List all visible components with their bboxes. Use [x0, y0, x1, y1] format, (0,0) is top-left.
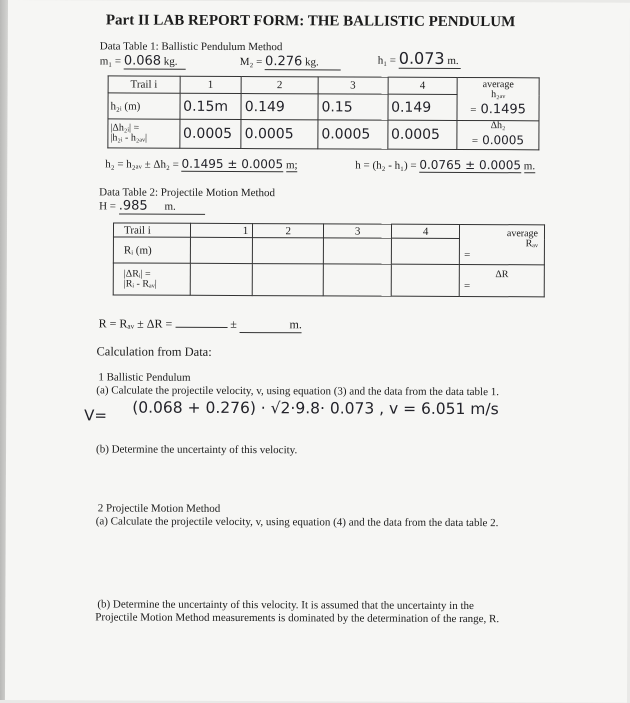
table1-h2-3: 0.15: [318, 94, 388, 120]
table2-avg-R-label: Rₐᵥ: [525, 237, 538, 249]
h-formula: h = (h₂ - h₁) =: [355, 159, 417, 172]
table1-h2-label: h₂ᵢ (m): [108, 93, 180, 119]
table2-avg-R-cell: [460, 224, 545, 264]
h2-result-line: [105, 156, 297, 172]
table2-avg-dR-label: ΔR: [495, 268, 509, 280]
m2-unit: kg.: [305, 56, 319, 69]
table1-trial-3: 3: [318, 77, 388, 94]
table2-dR-label: [113, 263, 190, 295]
table2-trial-4: 4: [392, 224, 460, 238]
m1-value: 0.068: [123, 53, 162, 69]
table2-dR-label-a: |ΔRᵢ| =: [123, 268, 151, 280]
H-label: H =: [99, 200, 117, 213]
m2-value: 0.276: [265, 54, 303, 70]
section1-title: 1 Ballistic Pendulum: [98, 371, 191, 384]
lab-report-sheet: [5, 0, 630, 703]
h2-result: 0.1495 ± 0.0005: [181, 156, 284, 172]
table1-dh2-1: 0.0005: [180, 119, 242, 148]
table2-R-2[interactable]: [253, 238, 324, 264]
table1-dh2-label: [108, 119, 180, 148]
table2-R-1[interactable]: [190, 237, 253, 263]
table2-trial-2: 2: [253, 224, 324, 238]
table1-avg-equals: =: [470, 104, 477, 117]
h2-result-unit: m;: [285, 159, 298, 172]
R-formula: R = Rₐᵥ ± ΔR =: [98, 316, 173, 331]
table2-avg-R-equals: =: [464, 248, 471, 261]
h1-field: [378, 49, 461, 69]
page-title: Part II LAB REPORT FORM: THE BALLISTIC PENDULUM: [105, 12, 516, 31]
table1-avg-dh2-cell: [457, 120, 539, 149]
m2-field: [240, 54, 341, 70]
table1-trial-2: 2: [241, 77, 318, 94]
table1-avg-dh2-equals: =: [471, 135, 479, 148]
hw-v-label: V=: [84, 406, 108, 425]
H-field: [99, 198, 205, 214]
section2-title: 2 Projectile Motion Method: [97, 502, 221, 515]
m1-unit: kg.: [163, 55, 178, 68]
h2-formula: h₂ = h₂ₐᵥ ± Δh₂ =: [105, 158, 179, 171]
hw-v-expression: (0.068 + 0.276) · √2·9.8· 0.073 , v = 6.051 m/s: [132, 398, 499, 419]
h-result-line: [355, 158, 535, 174]
data-table-1: [107, 75, 539, 150]
table1-h2-2: 0.149: [241, 94, 318, 120]
table2-avg-dR-equals: =: [463, 279, 471, 292]
table1-avg-h2-label: h₂ₐᵥ: [491, 89, 506, 101]
table1-avg-h2-cell: [457, 77, 539, 120]
table2-trial-1: 1: [190, 223, 253, 237]
table1-trial-1: 1: [180, 76, 242, 93]
h1-unit: m.: [447, 54, 459, 67]
table2-R-4[interactable]: [392, 238, 460, 264]
h-result-unit: m.: [523, 160, 536, 173]
H-unit: m.: [164, 200, 176, 213]
table2-dR-2[interactable]: [253, 264, 324, 296]
section1-part-a: (a) Calculate the projectile velocity, v, using equation (3) and the data from the data table 1.: [96, 384, 499, 399]
section2-part-b-line1: (b) Determine the uncertainty of this velocity. It is assumed that the uncertainty in the: [97, 598, 474, 613]
R-avg-blank[interactable]: [175, 327, 227, 328]
h1-label: h₁ =: [377, 54, 397, 67]
calc-heading: Calculation from Data:: [96, 344, 212, 359]
H-value: .985: [118, 198, 148, 214]
m1-label: m₁ =: [99, 55, 122, 68]
data-table-2: [113, 222, 545, 297]
table2-dR-label-b: |Rᵢ - Rₐᵥ|: [123, 278, 157, 290]
R-pm: ±: [230, 316, 237, 332]
m1-field: [100, 53, 186, 69]
section2-part-a: (a) Calculate the projectile velocity, v, using equation (4) and the data from the data table 2.: [95, 515, 499, 530]
table1-dh2-label-b: |h₂ᵢ - h₂ₐᵥ|: [110, 132, 148, 144]
table2-caption: Data Table 2: Projectile Motion Method: [99, 186, 276, 200]
table2-dR-1[interactable]: [190, 263, 253, 295]
table2-R-label: Rᵢ (m): [113, 237, 190, 263]
table1-caption: Data Table 1: Ballistic Pendulum Method: [99, 40, 283, 54]
h-result: 0.0765 ± 0.0005: [419, 157, 522, 173]
m2-label: M₂ =: [239, 56, 263, 69]
table1-avg-header: average: [482, 79, 514, 91]
section1-part-b: (b) Determine the uncertainty of this velocity.: [96, 443, 298, 457]
table1-trial-label: Trail i: [108, 76, 180, 93]
table1-dh2-3: 0.0005: [318, 120, 388, 149]
table1-h2-4: 0.149: [388, 94, 458, 120]
table1-h2-1: 0.15m: [180, 93, 242, 119]
table2-avg-dR-cell: [459, 264, 544, 296]
table1-dh2-label-a: |Δh₂ᵢ| =: [110, 122, 140, 134]
table2-dR-3[interactable]: [323, 264, 391, 296]
table1-avg-dh2-value: 0.0005: [482, 133, 525, 148]
section2-part-b-line2: Projectile Motion Method measurements is dominated by the determination of the range, R.: [95, 611, 500, 626]
table1-dh2-4: 0.0005: [387, 120, 457, 149]
table1-avg-dh2-label: Δh₂: [490, 120, 506, 132]
R-unit: m.: [289, 317, 302, 332]
table1-trial-4: 4: [388, 77, 458, 94]
table2-R-3[interactable]: [324, 238, 392, 264]
table2-dR-4[interactable]: [391, 264, 459, 296]
table1-dh2-2: 0.0005: [241, 120, 318, 149]
R-result-line: [99, 316, 302, 333]
table2-trial-label: Trail i: [113, 223, 190, 237]
table1-avg-h2-value: 0.1495: [480, 102, 527, 118]
table2-avg-header: average: [506, 227, 539, 239]
h1-value: 0.073: [398, 48, 445, 68]
table2-trial-3: 3: [324, 224, 392, 238]
